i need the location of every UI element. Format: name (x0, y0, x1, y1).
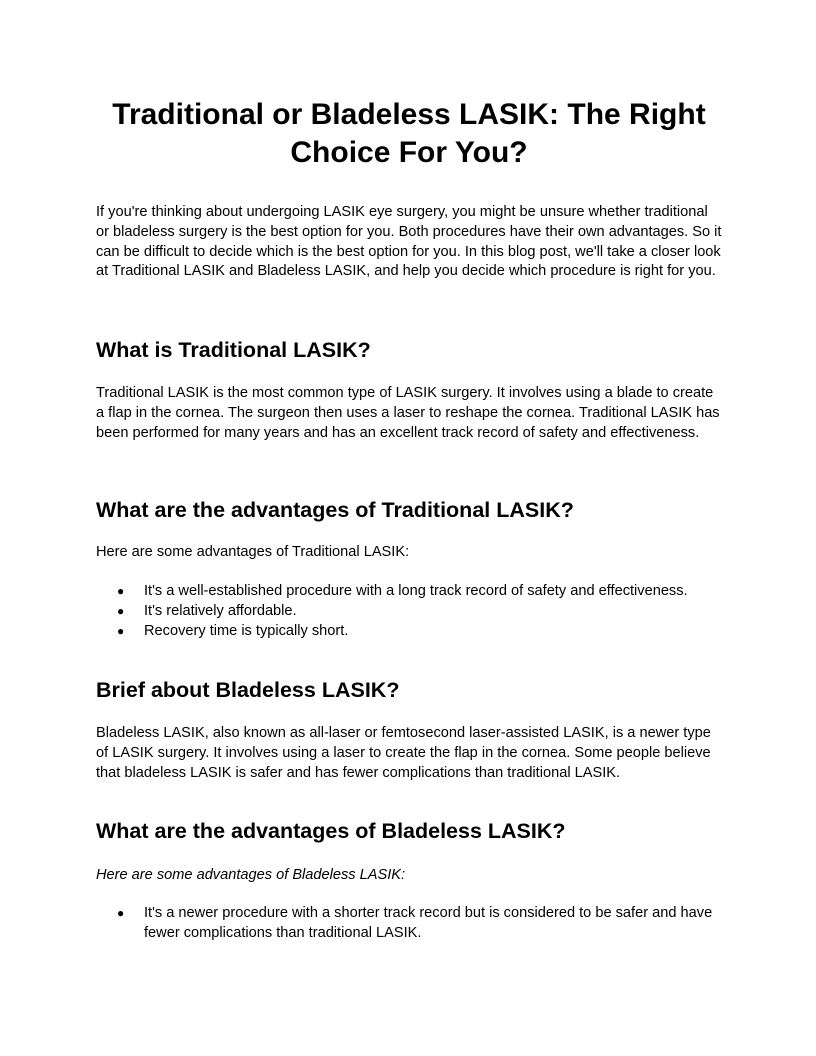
list-item (96, 582, 722, 602)
bullet-icon: ● (117, 623, 125, 638)
list-item (96, 622, 722, 642)
section-heading-traditional: What is Traditional LASIK? (96, 338, 371, 362)
traditional-advantages-list (96, 582, 722, 641)
section-body-bladeless: Bladeless LASIK, also known as all-laser or femtosecond laser-assisted LASIK, is a newer type of LASIK surgery. It involves using a laser to create the flap in the cornea. Some people believe that bladeless LASIK is safer and has fewer complications than traditional LASIK. (96, 725, 711, 781)
section-heading-bladeless: Brief about Bladeless LASIK? (96, 678, 400, 702)
list-item-text: It's a newer procedure with a shorter track record but is considered to be safer and have fewer complications than traditional LASIK. (144, 905, 713, 941)
section-body-traditional: Traditional LASIK is the most common type of LASIK surgery. It involves using a blade to create a flap in the cornea. The surgeon then uses a laser to reshape the cornea. Traditional LASIK has been performed for many years and has an excellent track record of safety and effectiveness. (96, 385, 720, 441)
section-heading-traditional-advantages: What are the advantages of Traditional LASIK? (96, 498, 574, 522)
section-body-traditional-advantages: Here are some advantages of Traditional LASIK: (96, 544, 410, 560)
bullet-icon: ● (117, 584, 125, 598)
page-title: Traditional or Bladeless LASIK: The Right Choice For You? (112, 98, 706, 169)
section-heading-bladeless-advantages: What are the advantages of Bladeless LASIK? (96, 819, 566, 843)
list-item-text: It's relatively affordable. (144, 602, 297, 619)
intro-paragraph: If you're thinking about undergoing LASIK eye surgery, you might be unsure whether traditional or bladeless surgery is the best option for you. Both procedures have their own advantages. So it can be difficult to decide which is the best option for you. In this blog post, we'll take a closer look at Traditional LASIK and Bladeless LASIK, and help you decide which procedure is right for you. (96, 204, 722, 280)
bullet-icon: ● (117, 603, 125, 618)
bullet-icon: ● (117, 906, 125, 920)
section-body-bladeless-advantages: Here are some advantages of Bladeless LASIK: (96, 867, 406, 883)
list-item (96, 904, 722, 944)
list-item-text: Recovery time is typically short. (144, 622, 349, 639)
bladeless-advantages-list (96, 904, 722, 944)
list-item (96, 602, 722, 622)
list-item-text: It's a well-established procedure with a long track record of safety and effectiveness. (144, 583, 688, 599)
